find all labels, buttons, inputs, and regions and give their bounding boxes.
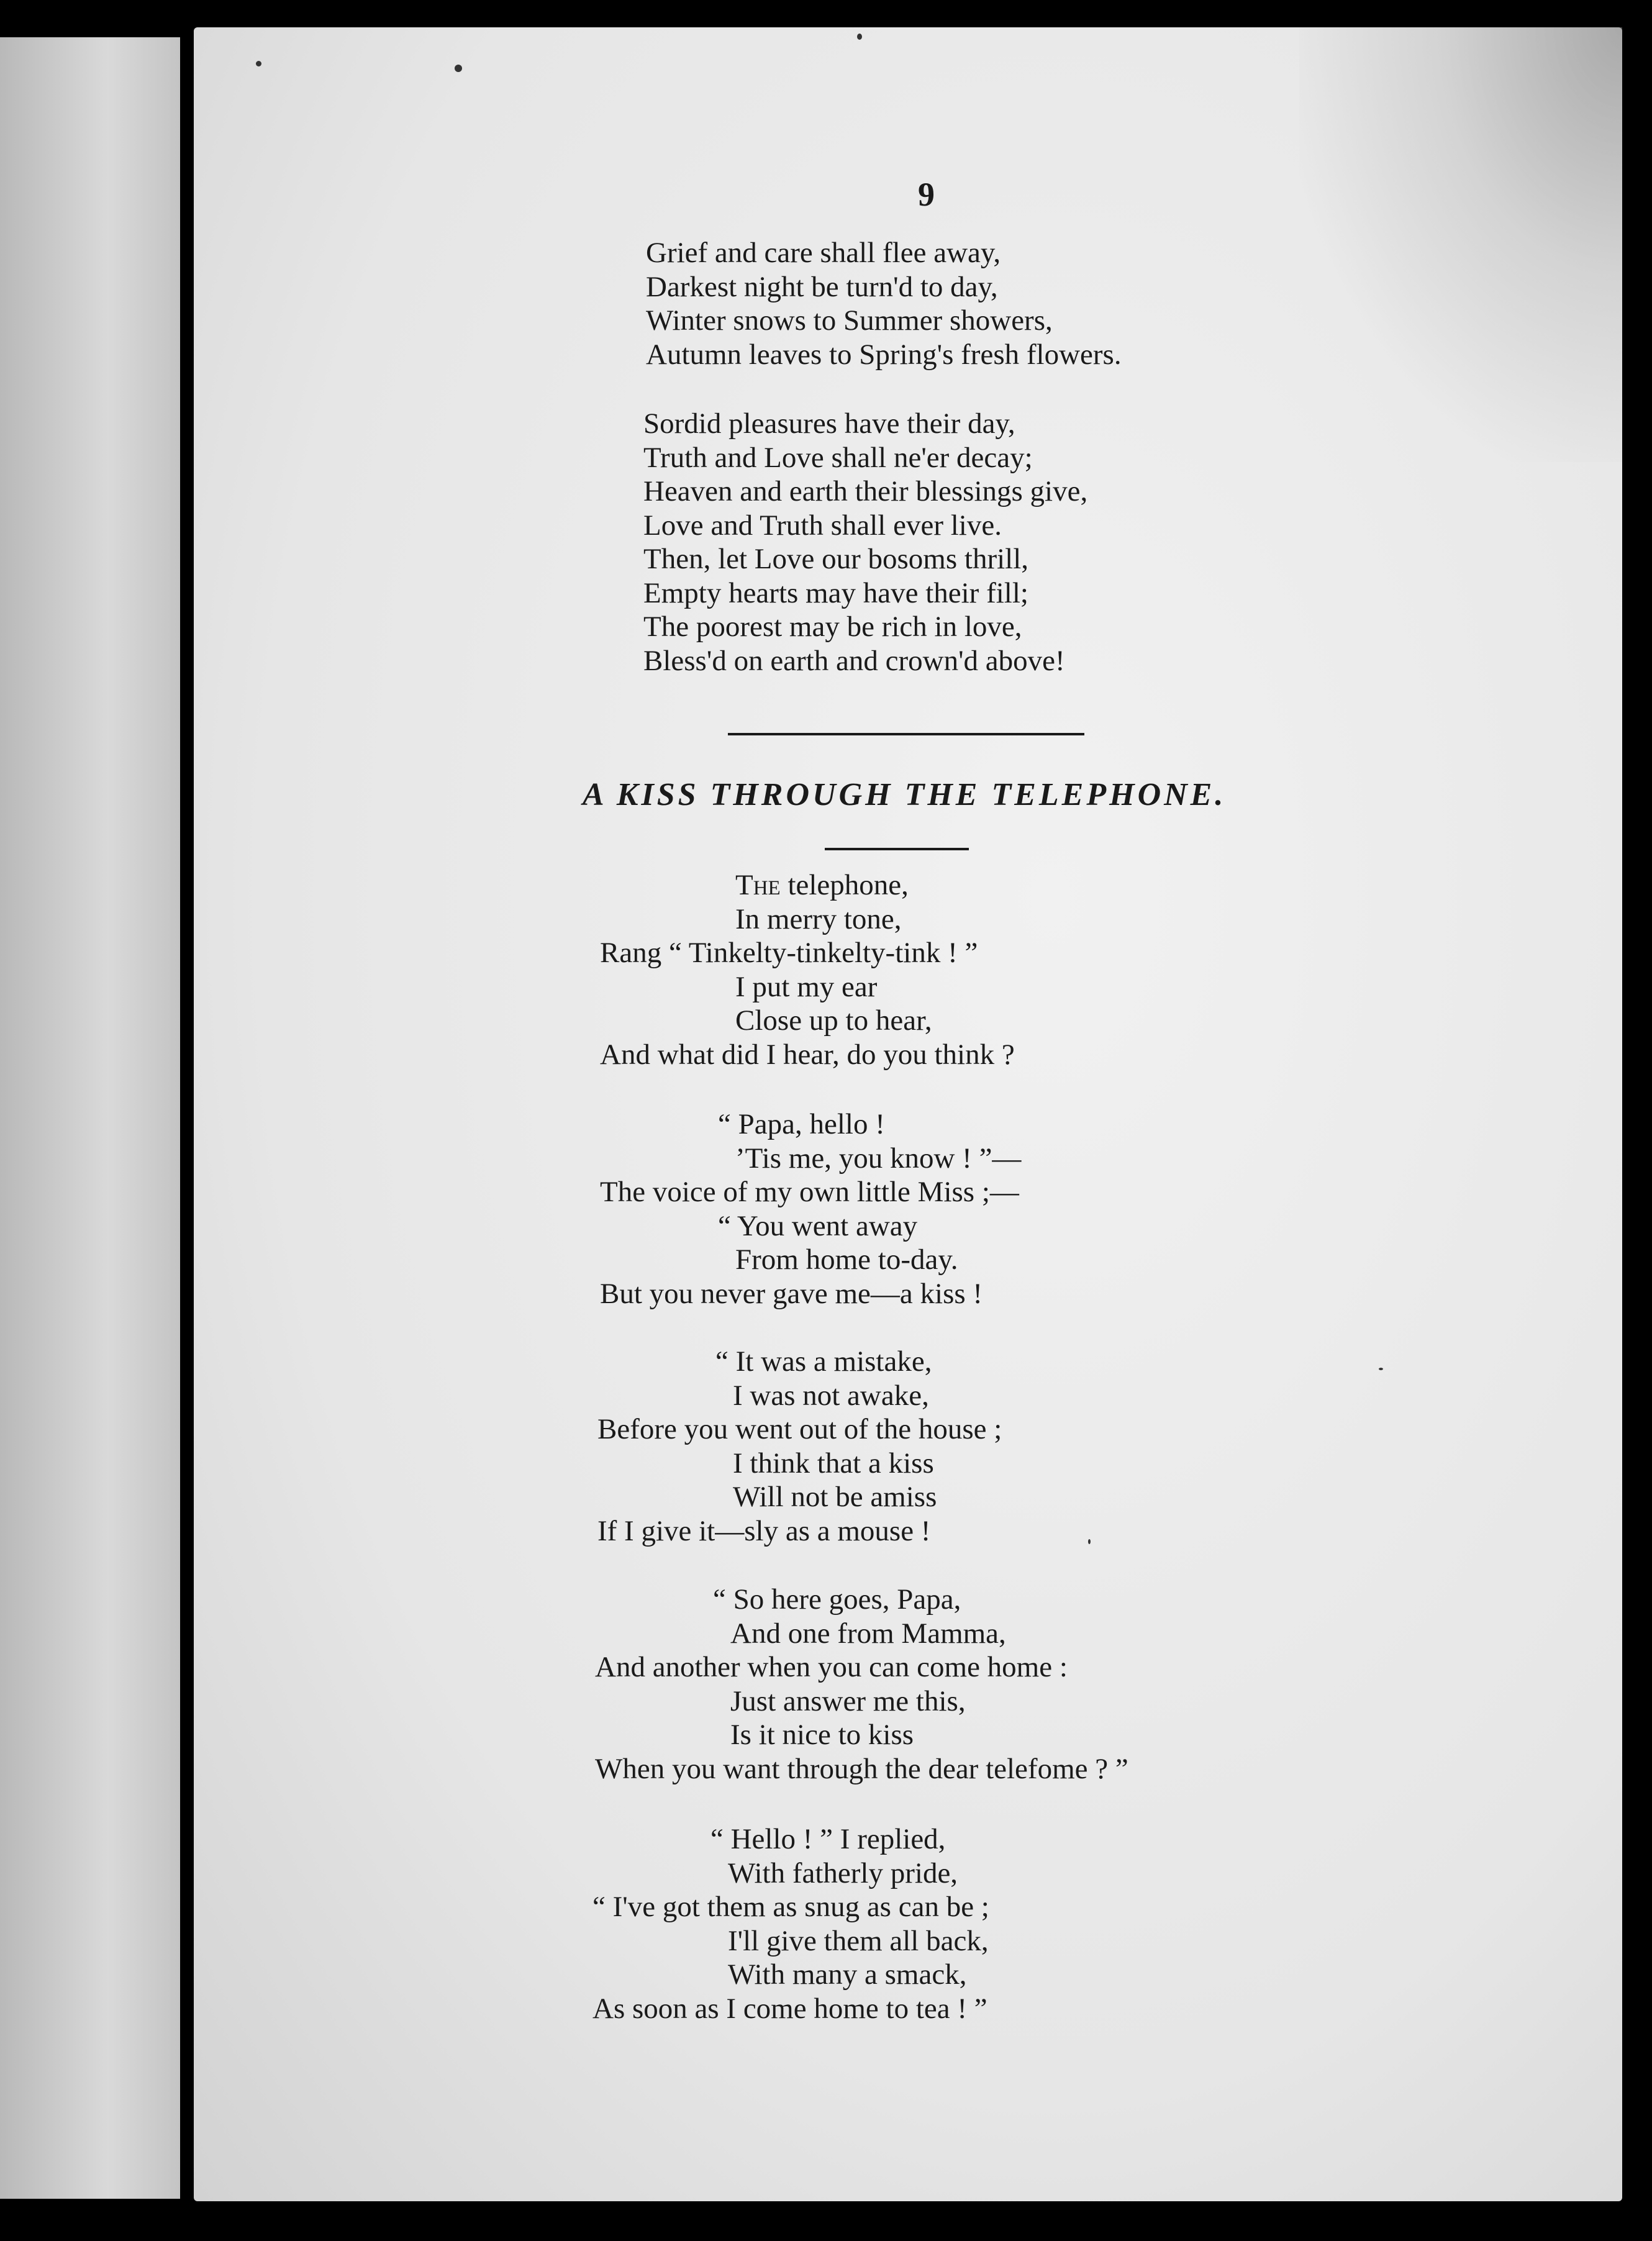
- verse-line: Heaven and earth their blessings give,: [643, 475, 1088, 507]
- verse-line-text: telephone,: [780, 869, 909, 901]
- binding-gutter: [180, 25, 195, 2199]
- verse-line: Grief and care shall flee away,: [646, 237, 1001, 269]
- verse-line: And what did I hear, do you think ?: [600, 1038, 1015, 1071]
- verse-1: [600, 868, 1015, 1071]
- verse-line: I put my ear: [735, 970, 878, 1003]
- facing-page-edge: [0, 37, 180, 2199]
- verse-line: Close up to hear,: [735, 1004, 932, 1037]
- verse-4: [595, 1583, 1128, 1786]
- verse-2: [600, 1107, 1021, 1311]
- verse-line: “ Hello ! ” I replied,: [710, 1823, 946, 1855]
- verse-line: If I give it—sly as a mouse !: [597, 1514, 931, 1547]
- verse-3: [597, 1345, 1002, 1548]
- verse-line: “ It was a mistake,: [715, 1345, 932, 1378]
- verse-line: The voice of my own little Miss ;—: [600, 1176, 1019, 1208]
- verse-line: In merry tone,: [735, 902, 902, 935]
- verse-line: Winter snows to Summer showers,: [646, 304, 1053, 337]
- verse-line: And another when you can come home :: [595, 1651, 1068, 1683]
- verse-line: Then, let Love our bosoms thrill,: [643, 543, 1029, 575]
- verse-line: With many a smack,: [728, 1958, 967, 1991]
- page-speck: [1088, 1539, 1091, 1544]
- page-number: 9: [918, 176, 935, 213]
- verse-line: I think that a kiss: [733, 1447, 934, 1480]
- verse-line: Just answer me this,: [730, 1684, 966, 1717]
- verse-line: Is it nice to kiss: [730, 1719, 914, 1751]
- verse-5: [592, 1822, 989, 2025]
- verse-line: “ I've got them as snug as can be ;: [592, 1891, 989, 1923]
- verse-line: When you want through the dear telefome ? ”: [595, 1752, 1128, 1785]
- verse-line: But you never gave me—a kiss !: [600, 1277, 983, 1310]
- verse-line: With fatherly pride,: [728, 1857, 958, 1889]
- section-divider: [728, 733, 1084, 735]
- stanza-1: [646, 236, 1122, 371]
- verse-line: From home to-day.: [735, 1243, 958, 1276]
- verse-line: The poorest may be rich in love,: [643, 611, 1022, 643]
- verse-line: Love and Truth shall ever live.: [643, 509, 1002, 542]
- verse-line: “ Papa, hello !: [718, 1108, 885, 1140]
- title-rule: [825, 848, 969, 850]
- verse-line: [600, 868, 1015, 902]
- page-speck: [455, 65, 462, 72]
- verse-line: Autumn leaves to Spring's fresh flowers.: [646, 338, 1122, 371]
- verse-line: Will not be amiss: [733, 1481, 937, 1513]
- page-speck: [256, 61, 261, 66]
- verse-line: “ You went away: [718, 1209, 918, 1242]
- verse-line: And one from Mamma,: [730, 1617, 1006, 1650]
- verse-line: Rang “ Tinkelty-tinkelty-tink ! ”: [600, 937, 978, 969]
- drop-word: The: [735, 869, 781, 901]
- verse-line: Sordid pleasures have their day,: [643, 407, 1015, 440]
- page-stain: [1299, 27, 1622, 462]
- verse-line: “ So here goes, Papa,: [713, 1583, 961, 1616]
- verse-line: Before you went out of the house ;: [597, 1413, 1002, 1445]
- verse-line: Bless'd on earth and crown'd above!: [643, 644, 1065, 677]
- verse-line: I'll give them all back,: [728, 1924, 989, 1957]
- verse-line: ’Tis me, you know ! ”—: [735, 1142, 1022, 1175]
- verse-line: As soon as I come home to tea ! ”: [592, 1992, 987, 2025]
- page-speck: [1379, 1368, 1383, 1370]
- page-speck: [857, 34, 862, 40]
- verse-line: Darkest night be turn'd to day,: [646, 270, 998, 303]
- verse-line: Empty hearts may have their fill;: [643, 576, 1028, 609]
- scan-border: [1622, 12, 1652, 2211]
- stanza-2: [643, 407, 1087, 678]
- verse-line: I was not awake,: [733, 1379, 929, 1412]
- verse-line: Truth and Love shall ne'er decay;: [643, 441, 1033, 474]
- poem-title: A KISS THROUGH THE TELEPHONE.: [583, 777, 1227, 812]
